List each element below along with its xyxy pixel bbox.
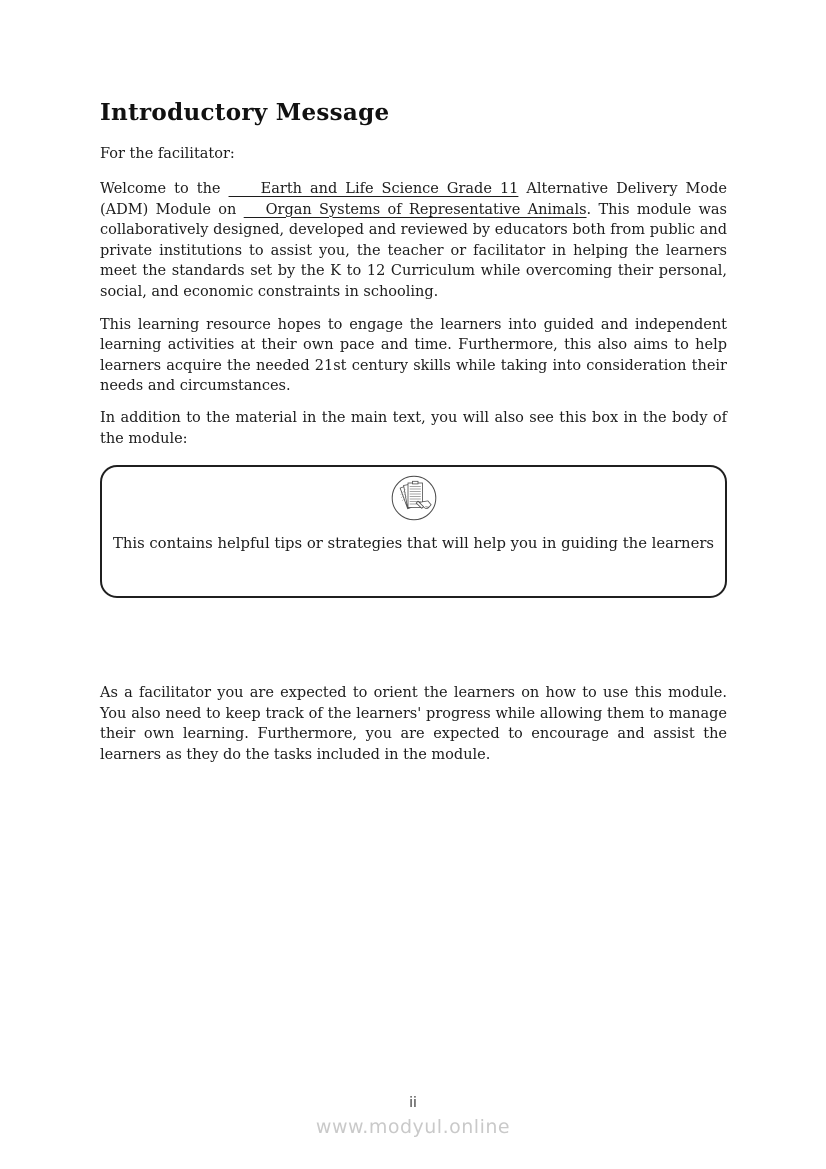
welcome-paragraph (100, 179, 727, 303)
welcome-pre-text: Welcome to the (100, 181, 229, 197)
salutation-text: For the facilitator: (100, 146, 235, 162)
addition-paragraph: In addition to the material in the main text, you will also see this box in the body of the module: (100, 409, 727, 447)
tip-box-icon-wrap (102, 475, 725, 521)
underlined-subject-title: Earth and Life Science Grade 11 (228, 181, 519, 197)
page-title: Introductory Message (100, 99, 390, 126)
underlined-module-topic: Organ Systems of Representative Animals (243, 201, 587, 218)
page-number: ii (409, 1095, 417, 1111)
facilitator-paragraph: As a facilitator you are expected to orient the learners on how to use this module. You also need to keep track of the learners' progress while allowing them to manage their own learning. Furthermore, you are expected to encourage and assist the learners as they do the tasks included in the module. (100, 685, 727, 763)
page-content (100, 0, 727, 766)
tip-box (100, 465, 727, 598)
tip-box-text: This contains helpful tips or strategies that will help you in guiding the learners (112, 535, 715, 553)
resource-paragraph: This learning resource hopes to engage the learners into guided and independent learning activities at their own pace and time. Furthermore, this also aims to help learners acquire the needed 21st century skills while taking into consideration their needs and circumstances. (100, 316, 727, 395)
welcome-mid-text: Alternative Delivery Mode (ADM) Module on (100, 181, 727, 218)
watermark-text: www.modyul.online (315, 1116, 511, 1138)
clipboard-hand-icon (391, 475, 437, 521)
page-footer (0, 1094, 826, 1138)
welcome-post-text: . This module was collaboratively designed, developed and reviewed by educators both from public and private institutions to assist you, the teacher or facilitator in helping the learners meet the standards set by the K to 12 Curriculum while overcoming their personal, social, and economic constraints in schooling. (100, 201, 727, 300)
